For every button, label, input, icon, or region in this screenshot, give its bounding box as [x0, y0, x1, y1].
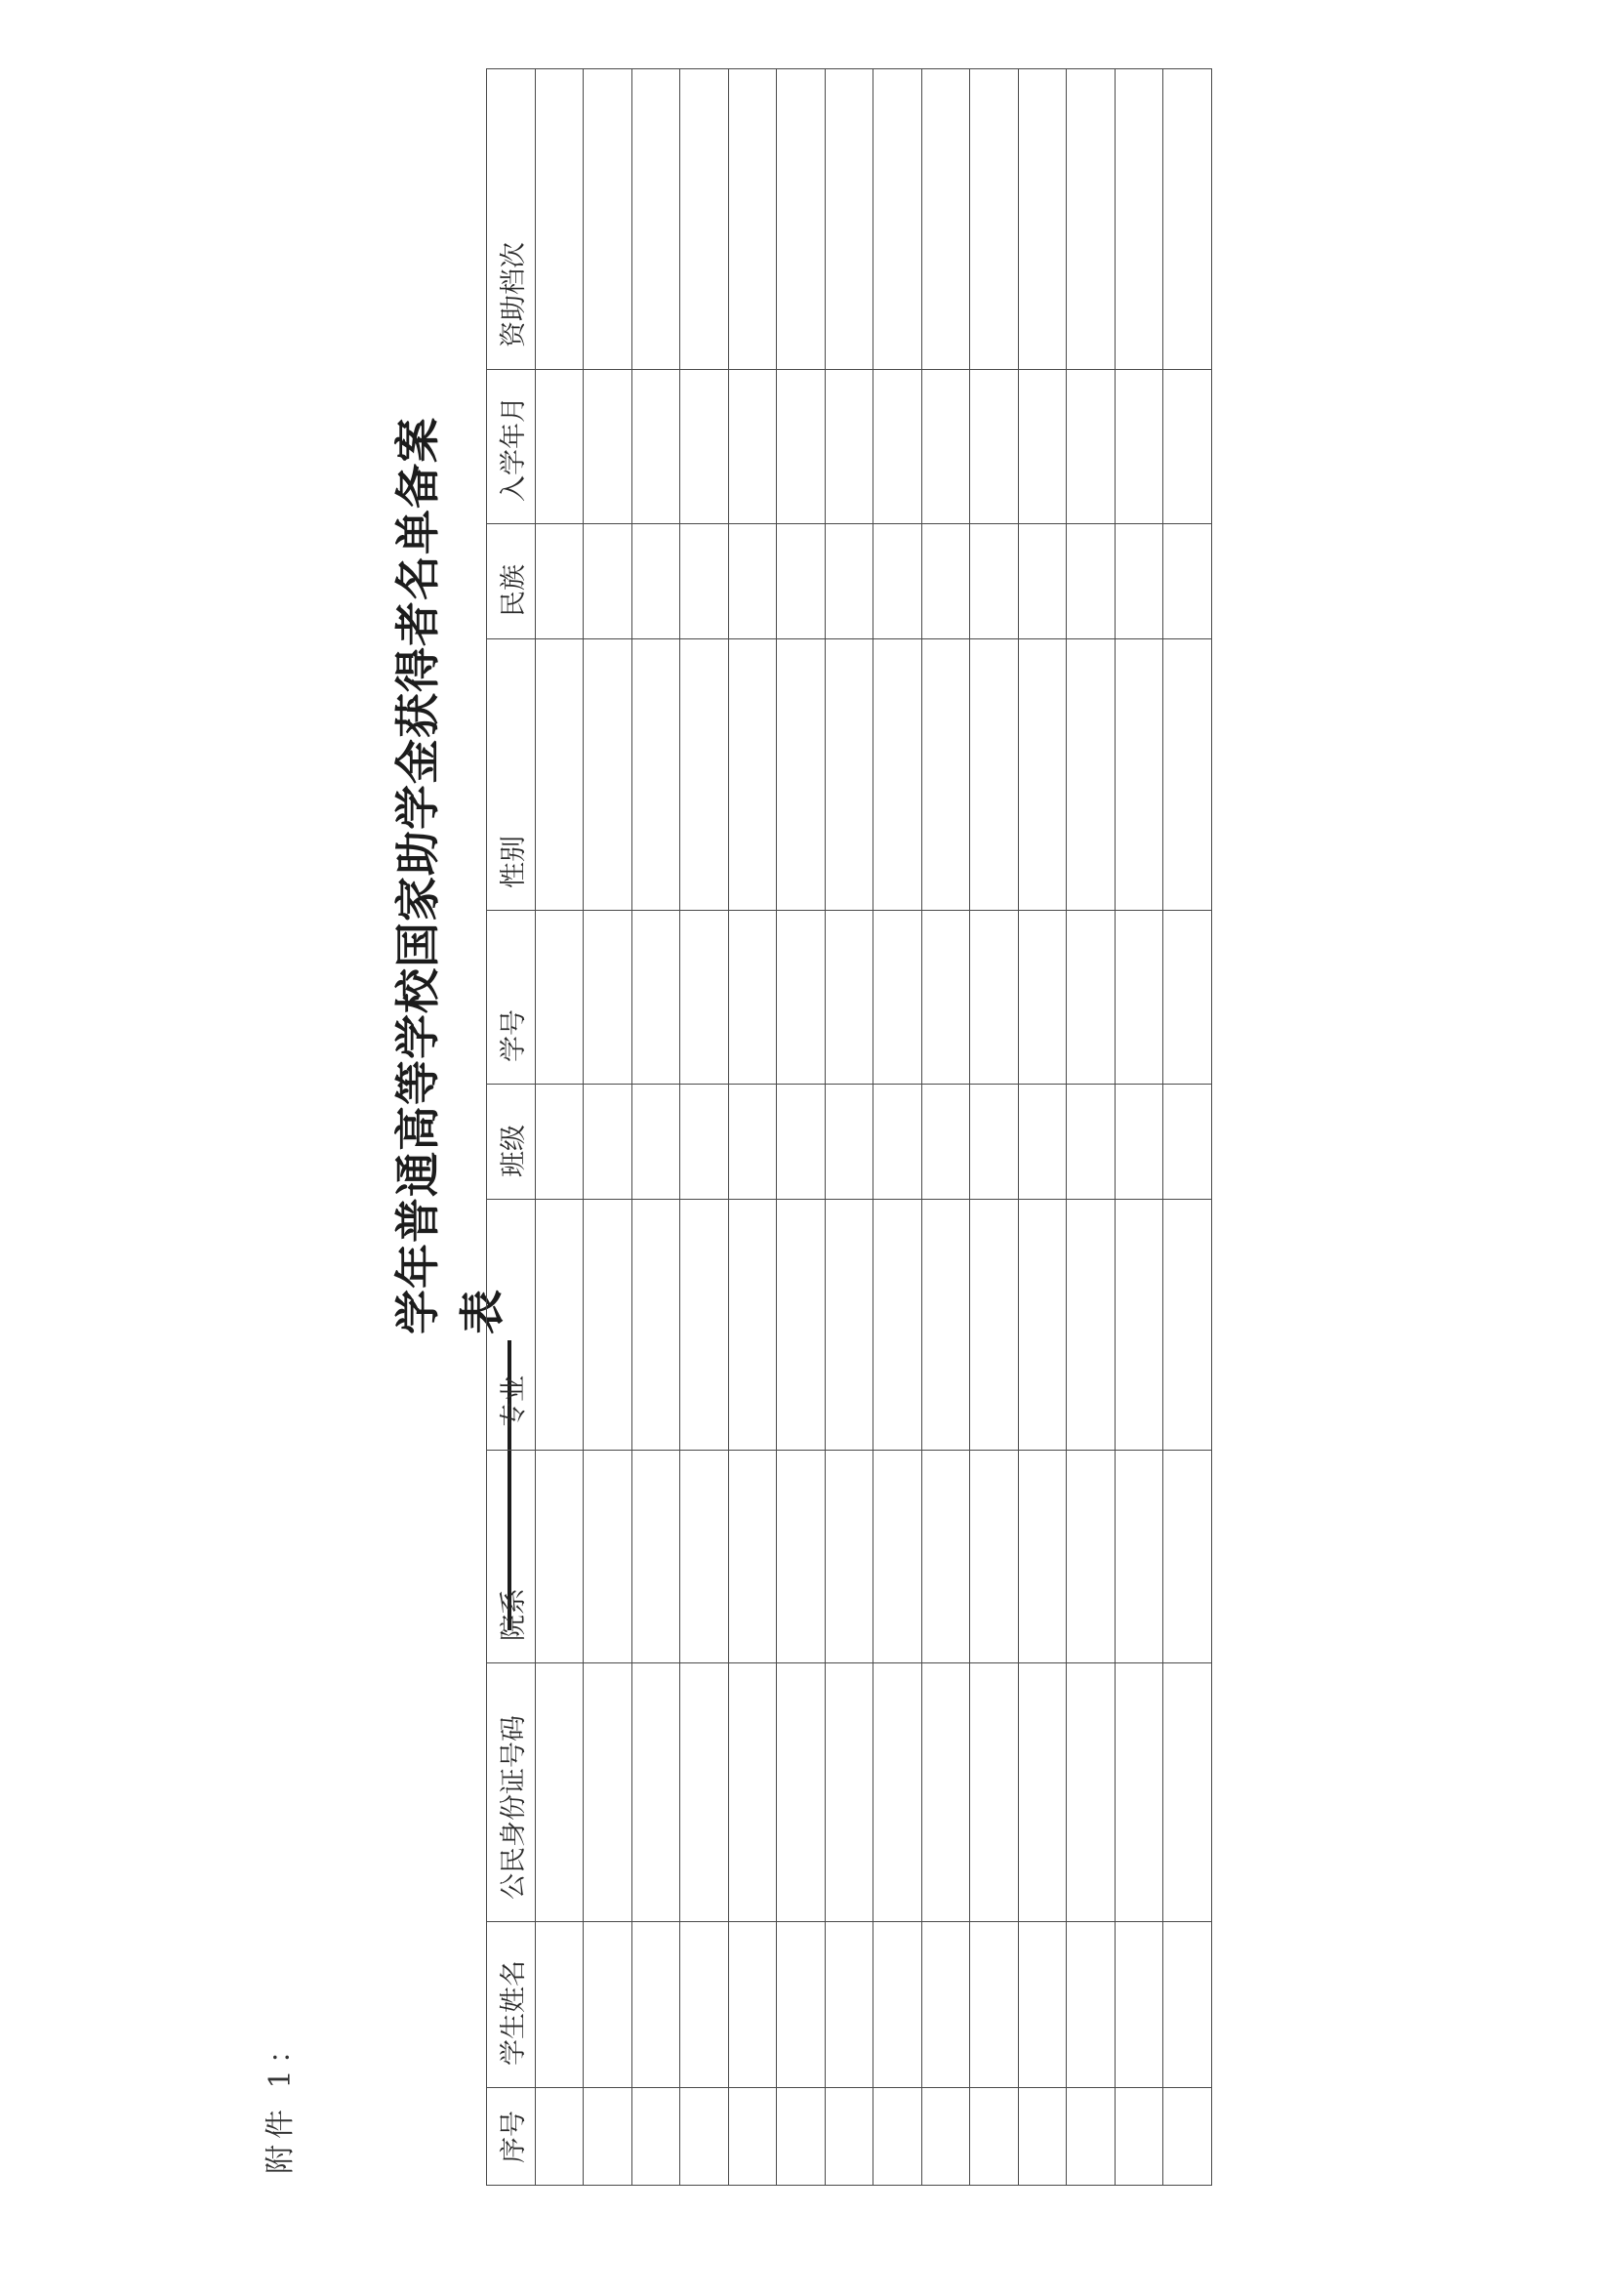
roster-table — [486, 68, 1212, 2186]
table-cell — [535, 1663, 584, 1922]
table-cell — [1067, 1085, 1116, 1200]
table-cell — [728, 1085, 777, 1200]
table-cell — [1018, 1922, 1067, 2088]
table-cell — [680, 1200, 729, 1451]
header-row — [487, 69, 536, 2186]
table-row — [680, 69, 729, 2186]
table-cell — [680, 639, 729, 911]
table-cell — [1018, 69, 1067, 370]
table-cell — [921, 1451, 970, 1663]
table-cell — [921, 639, 970, 911]
table-cell — [1115, 1922, 1163, 2088]
table-cell — [1018, 1451, 1067, 1663]
table-cell — [1163, 639, 1212, 911]
table-cell — [1067, 1451, 1116, 1663]
table-cell — [873, 69, 922, 370]
table-cell — [631, 911, 680, 1085]
table-cell — [1163, 69, 1212, 370]
table-cell — [680, 1663, 729, 1922]
col-header: 班级 — [487, 1085, 536, 1200]
table-cell — [1163, 1200, 1212, 1451]
table-cell — [825, 1451, 873, 1663]
table-cell — [777, 370, 826, 524]
table-cell — [1018, 2088, 1067, 2186]
table-row — [777, 69, 826, 2186]
table-row — [1018, 69, 1067, 2186]
table-cell — [921, 911, 970, 1085]
table-cell — [777, 1451, 826, 1663]
table-cell — [777, 524, 826, 639]
table-row — [825, 69, 873, 2186]
table-cell — [680, 1085, 729, 1200]
table-cell — [1067, 2088, 1116, 2186]
table-cell — [728, 639, 777, 911]
table-cell — [535, 524, 584, 639]
table-cell — [1163, 2088, 1212, 2186]
table-cell — [584, 1085, 632, 1200]
table-cell — [970, 524, 1019, 639]
table-cell — [970, 2088, 1019, 2186]
table-cell — [921, 1085, 970, 1200]
table-cell — [1067, 524, 1116, 639]
table-cell — [584, 1451, 632, 1663]
table-cell — [777, 1085, 826, 1200]
table-cell — [921, 1200, 970, 1451]
table-cell — [535, 2088, 584, 2186]
table-cell — [825, 1085, 873, 1200]
table-cell — [970, 69, 1019, 370]
table-cell — [535, 1451, 584, 1663]
table-cell — [873, 1085, 922, 1200]
table-cell — [921, 524, 970, 639]
col-header: 入学年月 — [487, 370, 536, 524]
table-cell — [535, 911, 584, 1085]
table-cell — [873, 2088, 922, 2186]
table-row — [631, 69, 680, 2186]
table-cell — [1163, 1085, 1212, 1200]
table-cell — [1067, 1663, 1116, 1922]
table-cell — [1067, 639, 1116, 911]
table-cell — [921, 1922, 970, 2088]
table-cell — [1067, 1200, 1116, 1451]
table-cell — [728, 911, 777, 1085]
col-header: 序号 — [487, 2088, 536, 2186]
table-cell — [1067, 911, 1116, 1085]
table-cell — [680, 69, 729, 370]
table-row — [1115, 69, 1163, 2186]
table-cell — [970, 1663, 1019, 1922]
table-cell — [970, 1085, 1019, 1200]
table-cell — [631, 1451, 680, 1663]
table-cell — [680, 1451, 729, 1663]
table-cell — [777, 1200, 826, 1451]
table-cell — [921, 69, 970, 370]
col-header: 学号 — [487, 911, 536, 1085]
table-cell — [584, 524, 632, 639]
table-row — [584, 69, 632, 2186]
table-row — [970, 69, 1019, 2186]
table-cell — [921, 1663, 970, 1922]
table-cell — [777, 2088, 826, 2186]
table-cell — [728, 1922, 777, 2088]
table-cell — [1018, 524, 1067, 639]
table-cell — [1018, 1085, 1067, 1200]
table-cell — [680, 911, 729, 1085]
table-cell — [970, 1451, 1019, 1663]
col-header: 资助档次 — [487, 69, 536, 370]
table-cell — [584, 1663, 632, 1922]
table-cell — [535, 1922, 584, 2088]
table-row — [921, 69, 970, 2186]
table-cell — [584, 2088, 632, 2186]
table-cell — [873, 524, 922, 639]
table-cell — [873, 1200, 922, 1451]
table-cell — [777, 911, 826, 1085]
table-row — [728, 69, 777, 2186]
table-cell — [1163, 370, 1212, 524]
table-cell — [631, 639, 680, 911]
table-cell — [728, 524, 777, 639]
table-cell — [584, 639, 632, 911]
table-cell — [825, 1922, 873, 2088]
table-cell — [825, 69, 873, 370]
table-cell — [631, 69, 680, 370]
table-cell — [777, 69, 826, 370]
table-cell — [584, 370, 632, 524]
table-cell — [1018, 911, 1067, 1085]
table-cell — [1018, 370, 1067, 524]
table-cell — [535, 1085, 584, 1200]
table-cell — [535, 370, 584, 524]
table-cell — [1067, 370, 1116, 524]
table-cell — [873, 639, 922, 911]
table-cell — [535, 1200, 584, 1451]
table-cell — [1163, 1922, 1212, 2088]
table-cell — [970, 911, 1019, 1085]
col-header: 专业 — [487, 1200, 536, 1451]
table-cell — [825, 2088, 873, 2186]
table-cell — [1115, 1451, 1163, 1663]
table-cell — [1115, 1663, 1163, 1922]
table-cell — [728, 69, 777, 370]
table-row — [1163, 69, 1212, 2186]
table-cell — [777, 1663, 826, 1922]
table-cell — [1018, 639, 1067, 911]
table-cell — [1115, 911, 1163, 1085]
table-cell — [535, 639, 584, 911]
table-cell — [584, 69, 632, 370]
table-cell — [680, 1922, 729, 2088]
table-cell — [728, 2088, 777, 2186]
table-cell — [1163, 524, 1212, 639]
col-header: 学生姓名 — [487, 1922, 536, 2088]
table-cell — [873, 1922, 922, 2088]
table-cell — [873, 370, 922, 524]
table-cell — [1115, 639, 1163, 911]
table-cell — [970, 1200, 1019, 1451]
table-cell — [777, 1922, 826, 2088]
table-cell — [584, 1922, 632, 2088]
table-cell — [1115, 370, 1163, 524]
table-cell — [970, 370, 1019, 524]
table-cell — [873, 911, 922, 1085]
table-row — [873, 69, 922, 2186]
table-cell — [1115, 69, 1163, 370]
table-cell — [584, 911, 632, 1085]
table-cell — [631, 524, 680, 639]
table-cell — [873, 1663, 922, 1922]
title-text: 学年普通高等学校国家助学金获得者名单备案表 — [391, 417, 508, 1335]
table-cell — [1115, 1200, 1163, 1451]
table-cell — [921, 370, 970, 524]
table-cell — [825, 1200, 873, 1451]
attachment-label: 附件 1： — [264, 2029, 298, 2174]
table-row — [1067, 69, 1116, 2186]
table-cell — [535, 69, 584, 370]
table-cell — [970, 639, 1019, 911]
table-cell — [1115, 1085, 1163, 1200]
table-cell — [825, 911, 873, 1085]
table-cell — [825, 370, 873, 524]
table-cell — [631, 2088, 680, 2186]
col-header: 性别 — [487, 639, 536, 911]
table-cell — [680, 2088, 729, 2186]
table-cell — [584, 1200, 632, 1451]
table-cell — [873, 1451, 922, 1663]
table-cell — [1018, 1200, 1067, 1451]
col-header: 院系 — [487, 1451, 536, 1663]
table-row — [535, 69, 584, 2186]
table-cell — [728, 1200, 777, 1451]
table-cell — [970, 1922, 1019, 2088]
table-cell — [1067, 69, 1116, 370]
table-cell — [631, 1200, 680, 1451]
table-cell — [1115, 524, 1163, 639]
table-cell — [825, 524, 873, 639]
table-cell — [631, 1663, 680, 1922]
table-cell — [1067, 1922, 1116, 2088]
col-header: 公民身份证号码 — [487, 1663, 536, 1922]
table-cell — [825, 1663, 873, 1922]
table-cell — [680, 524, 729, 639]
table-cell — [728, 1663, 777, 1922]
col-header: 民族 — [487, 524, 536, 639]
table-cell — [1018, 1663, 1067, 1922]
table-cell — [921, 2088, 970, 2186]
table-cell — [728, 370, 777, 524]
table-cell — [631, 1922, 680, 2088]
table-cell — [680, 370, 729, 524]
table-cell — [1163, 911, 1212, 1085]
table-cell — [631, 370, 680, 524]
table-cell — [1163, 1451, 1212, 1663]
table-cell — [825, 639, 873, 911]
table-cell — [728, 1451, 777, 1663]
table-cell — [1163, 1663, 1212, 1922]
table-body — [535, 69, 1211, 2186]
table-cell — [631, 1085, 680, 1200]
table-cell — [1115, 2088, 1163, 2186]
table-cell — [777, 639, 826, 911]
